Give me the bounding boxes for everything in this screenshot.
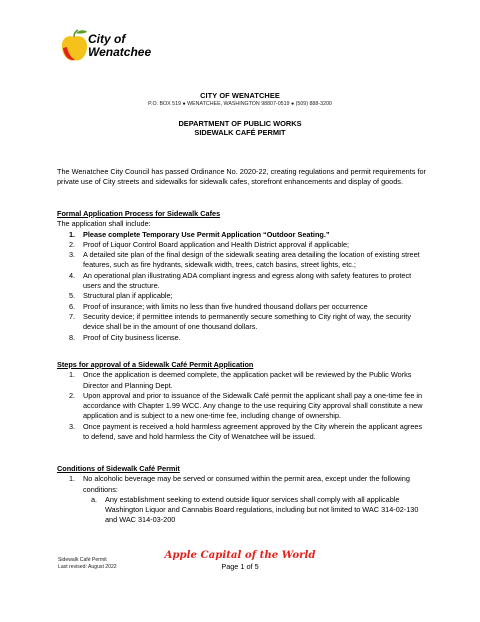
logo-line-2: Wenatchee [88,45,152,59]
section-heading: Formal Application Process for Sidewalk Cafes [57,209,221,218]
list-item: 3. Once payment is received a hold harmless agreement approved by the City wherein the applicant agrees to defend, save and hold harmless the City of Wenatchee will be issued. [69,421,423,442]
city-name: CITY OF WENATCHEE [200,91,280,100]
list-item: 1. Please complete Temporary Use Permit Application “Outdoor Seating.” [69,229,330,239]
apple-icon [62,30,87,60]
section-lead: The application shall include: [57,219,151,229]
approval-steps-section [57,360,429,442]
footer-doc-info [58,557,117,572]
conditions-section [57,464,429,526]
list-item: 7. Security device; if permittee intends to permanently secure something to City right of way, the security device shall be in the amount of one thousand dollars. [69,311,411,332]
list-item: 3. A detailed site plan of the final design of the sidewalk seating area detailing the location of existing street features, such as fire hydrants, sidewalk width, trees, catch basins, street lights, etc.; [69,250,420,270]
conditions-list [57,474,429,525]
section-heading: Conditions of Sidewalk Café Permit [57,464,180,473]
list-item: 2. Proof of Liquor Control Board application and Health District approval if applicable; [69,239,350,249]
footer-slogan: Apple Capital of the World [164,549,316,561]
intro-paragraph: The Wenatchee City Council has passed Ordinance No. 2020-22, creating regulations and permit requirements for private use of City streets and sidewalks for sidewalk cafes, storefront enhancements and display of goods. [57,167,426,187]
list-item: 8. Proof of City business license. [69,332,181,342]
footer-doc-name: Sidewalk Café Permit [58,557,107,563]
logo-wordmark [88,33,151,59]
section-heading: Steps for approval of a Sidewalk Café Permit Application [57,360,254,369]
list-item: 6. Proof of insurance; with limits no less than five hundred thousand dollars per occurrence [69,301,368,311]
list-item: 5. Structural plan if applicable; [69,291,173,301]
list-item: 4. An operational plan illustrating ADA compliant ingress and egress along with safety features to protect users and the structure. [69,270,412,291]
page-number: Page 1 of 5 [221,562,259,571]
requirements-list [57,230,429,343]
list-subitem: a. Any establishment seeking to extend outside liquor services shall comply with all applicable Washington Liquor and Cannabis Board regulations, including but not limited to WAC 314-02-130 and WAC 314-03-200 [91,494,419,525]
department-title: DEPARTMENT OF PUBLIC WORKS [178,119,302,128]
formal-application-section [57,209,429,343]
list-item: 1. No alcoholic beverage may be served or consumed within the permit area, except under the following conditions: [69,474,410,494]
permit-title: SIDEWALK CAFÉ PERMIT [194,128,286,137]
logo-line-1: City of [88,32,126,46]
steps-list [57,370,429,442]
footer-revised: Last revised: August 2022 [58,564,117,571]
city-address: P.O. BOX 519 ● WENATCHEE, WASHINGTON 98807-0519 ● (509) 888-3200 [148,101,332,107]
list-item: 2. Upon approval and prior to issuance of the Sidewalk Café permit the applicant shall pay a one-time fee in accordance with Chapter 1.99 WCC. Any change to the use requiring City approval shall constitute a new application and is subject to a new one-time fee, including change of ownership. [69,390,423,421]
list-item: 1. Once the application is deemed complete, the application packet will be reviewed by the Public Works Director and Planning Dept. [69,370,412,390]
